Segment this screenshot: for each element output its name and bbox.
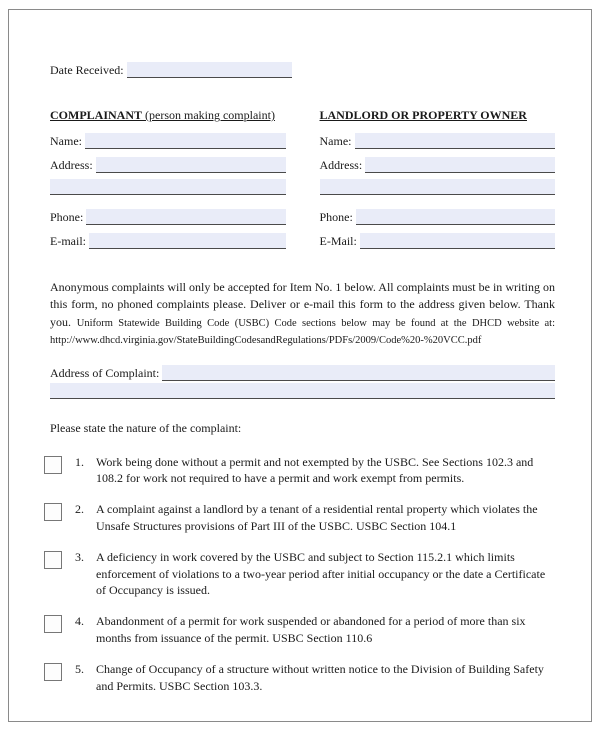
complainant-heading [50, 108, 286, 123]
complainant-heading-note: (person making complaint) [142, 108, 275, 122]
instructions-paragraph [50, 279, 555, 349]
party-columns [50, 108, 555, 257]
date-received-label: Date Received: [50, 63, 124, 77]
complainant-address-row [50, 157, 286, 173]
complainant-phone-input[interactable] [86, 209, 285, 225]
item-1-text: Work being done without a permit and not exempted by the USBC. See Sections 102.3 and 108.2 for work not required to have a permit and work exempt from permits. [96, 454, 534, 486]
item-5-text: Change of Occupancy of a structure without written notice to the Division of Building Safety and Permits. USBC Section 103.3. [96, 661, 544, 693]
landlord-phone-input[interactable] [356, 209, 555, 225]
complaint-item-2 [44, 501, 555, 535]
complaint-address-row2 [50, 383, 555, 399]
landlord-heading-text: LANDLORD OR PROPERTY OWNER [319, 108, 527, 122]
complainant-address-input[interactable] [96, 157, 286, 173]
complaint-address-label: Address of Complaint: [50, 365, 160, 380]
complaint-item-5 [44, 661, 555, 695]
complainant-name-input[interactable] [85, 133, 286, 149]
item-2-text: A complaint against a landlord by a tenant of a residential rental property which violates the Unsafe Structures provisions of Part III of the USBC. USBC Section 104.1 [96, 502, 538, 533]
complaint-item-1 [44, 454, 555, 488]
complainant-name-label: Name: [50, 134, 82, 148]
complainant-name-row [50, 133, 286, 149]
instructions-main-text: Anonymous complaints will only be accepted for Item No. 1 below. All complaints must be in writing on this form, no phoned complaints please. Deliver or e-mail this form to the address given below. Thank you. [50, 280, 555, 329]
item-3-checkbox[interactable] [44, 551, 62, 569]
item-4-text: Abandonment of a permit for work suspended or abandoned for a period of more than six months from issuance of the permit. USBC Section 110.6 [96, 614, 526, 645]
landlord-name-label: Name: [319, 134, 352, 148]
complaint-item-3 [44, 549, 555, 599]
landlord-address-row [320, 157, 556, 173]
complainant-address-label: Address: [50, 158, 93, 172]
date-received-row [50, 62, 555, 78]
landlord-address-input[interactable] [365, 157, 555, 173]
complainant-address-line2-input[interactable] [50, 179, 286, 195]
complainant-phone-label: Phone: [50, 210, 84, 224]
landlord-address-line2-input[interactable] [320, 179, 556, 195]
landlord-address-label: Address: [319, 158, 363, 172]
landlord-address-row2 [320, 179, 556, 195]
landlord-name-row [320, 133, 556, 149]
landlord-heading [320, 108, 556, 123]
nature-prompt: Please state the nature of the complaint: [50, 420, 242, 435]
item-1-number: 1. [75, 454, 84, 469]
date-received-input[interactable] [127, 62, 292, 78]
complaint-item-4 [44, 613, 555, 647]
landlord-name-input[interactable] [355, 133, 556, 149]
complainant-email-label: E-mail: [50, 234, 86, 248]
item-5-number: 5. [75, 661, 84, 676]
item-2-number: 2. [75, 502, 84, 517]
complaint-address-input[interactable] [162, 365, 555, 381]
complainant-email-input[interactable] [89, 233, 286, 249]
item-4-checkbox[interactable] [44, 615, 62, 633]
complainant-section [50, 108, 286, 257]
item-4-number: 4. [75, 614, 84, 629]
item-5-checkbox[interactable] [44, 663, 62, 681]
complainant-email-row [50, 233, 286, 249]
complaint-address-line2-input[interactable] [50, 383, 555, 399]
landlord-section [320, 108, 556, 257]
item-2-checkbox[interactable] [44, 503, 62, 521]
complainant-address-row2 [50, 179, 286, 195]
item-1-checkbox[interactable] [44, 456, 62, 474]
item-3-text: A deficiency in work covered by the USBC and subject to Section 115.2.1 which limits enforcement of violations to a two-year period after initial occupancy or the date a Certificate of Occupancy is issued. [96, 549, 546, 598]
landlord-email-label: E-Mail: [319, 234, 357, 248]
landlord-phone-row [320, 209, 556, 225]
complaint-address-row [50, 365, 555, 381]
landlord-phone-label: Phone: [319, 210, 353, 224]
complainant-heading-text: COMPLAINANT [50, 108, 142, 122]
landlord-email-input[interactable] [360, 233, 555, 249]
complainant-phone-row [50, 209, 286, 225]
item-3-number: 3. [75, 549, 84, 564]
landlord-email-row [320, 233, 556, 249]
instructions-code-note: Uniform Statewide Building Code (USBC) Code sections below may be found at the DHCD website at: http://www.dhcd.virginia.gov/StateBuildingCodesandRegulations/PDFs/2009/Code%20-%20VCC.pdf [50, 317, 555, 347]
